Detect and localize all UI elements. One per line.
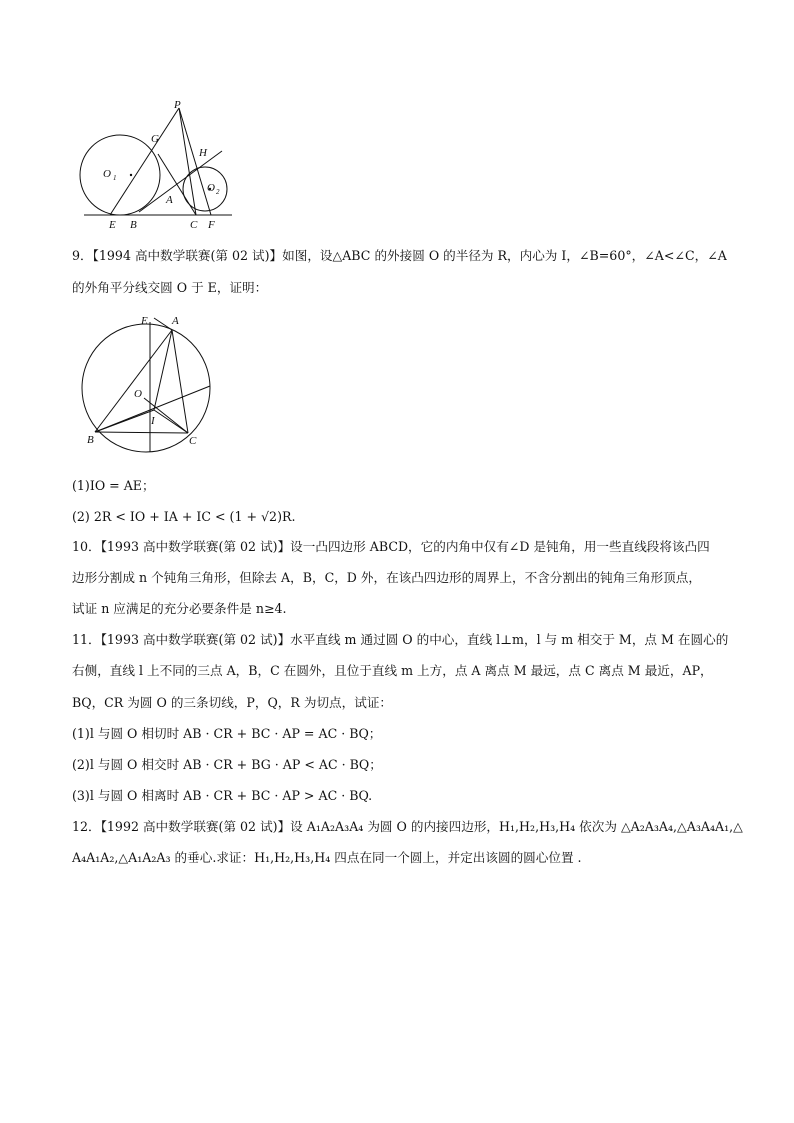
figure-circumcircle-svg xyxy=(76,306,216,456)
problem-9-line-1: 9．【1994 高中数学联赛(第 02 试)】如图，设△ABC 的外接圆 O 的半径为 R，内心为 I，∠B=60°，∠A<∠C，∠A xyxy=(72,248,727,263)
label-o2-sub: 2 xyxy=(216,188,220,196)
label-o1-sub: 1 xyxy=(113,174,117,182)
problem-10-line-3: 试证 n 应满足的充分必要条件是 n≥4. xyxy=(72,601,287,616)
problem-11-line-2: 右侧，直线 l 上不同的三点 A，B，C 在圆外，且位于直线 m 上方，点 A 离点 M 最远，点 C 离点 M 最近，AP， xyxy=(72,663,713,678)
label-b: B xyxy=(87,434,94,446)
problem-12-line-1: 12．【1992 高中数学联赛(第 02 试)】设 A₁A₂A₃A₄ 为圆 O 的内接四边形，H₁,H₂,H₃,H₄ 依次为 △A₂A₃A₄,△A₃A₄A₁,△ xyxy=(72,819,743,834)
segment-pf xyxy=(179,108,211,215)
label-o: O xyxy=(134,388,142,400)
problem-11-line-1: 11．【1993 高中数学联赛(第 02 试)】水平直线 m 通过圆 O 的中心，直线 l⊥m，l 与 m 相交于 M，点 M 在圆心的 xyxy=(72,632,729,647)
label-c: C xyxy=(190,219,198,231)
figure-circumcircle xyxy=(76,306,216,456)
label-e: E xyxy=(109,219,116,231)
figure-two-circles-svg xyxy=(72,96,242,236)
label-o2: O xyxy=(207,182,215,194)
label-c: C xyxy=(189,435,197,447)
segment-pc xyxy=(179,108,196,215)
label-a: A xyxy=(166,194,173,206)
problem-9-part-2: (2) 2R < IO + IA + IC < (1 + √2)R. xyxy=(72,509,296,524)
problem-11-part-2: (2)l 与圆 O 相交时 AB · CR + BG · AP < AC · BQ； xyxy=(72,757,382,772)
label-a: A xyxy=(172,315,179,327)
problem-11-line-3: BQ，CR 为圆 O 的三条切线，P，Q，R 为切点，试证： xyxy=(72,695,393,710)
center-o1 xyxy=(130,174,132,176)
segment-ac xyxy=(172,330,188,433)
label-i: I xyxy=(151,415,155,427)
segment-gc xyxy=(158,154,196,215)
figure-two-circles xyxy=(72,96,242,236)
problem-10-line-2: 边形分割成 n 个钝角三角形，但除去 A，B，C，D 外，在该凸四边形的周界上，不含分割出的钝角三角形顶点， xyxy=(72,570,701,585)
label-p: P xyxy=(174,99,181,111)
problem-12-line-2: A₄A₁A₂,△A₁A₂A₃ 的垂心.求证：H₁,H₂,H₃,H₄ 四点在同一个圆上，并定出该圆的圆心位置 . xyxy=(72,850,582,865)
problem-10-line-1: 10．【1993 高中数学联赛(第 02 试)】设一凸四边形 ABCD，它的内角中仅有∠D 是钝角，用一些直线段将该凸四 xyxy=(72,539,710,554)
label-f: F xyxy=(208,219,215,231)
problem-11-part-1: (1)l 与圆 O 相切时 AB · CR + BC · AP = AC · BQ； xyxy=(72,726,382,741)
problem-9-line-2: 的外角平分线交圆 O 于 E，证明： xyxy=(72,280,268,295)
label-g: G xyxy=(151,133,159,145)
problem-11-part-3: (3)l 与圆 O 相离时 AB · CR + BC · AP > AC · BQ. xyxy=(72,788,373,803)
problem-9-part-1: (1)IO = AE； xyxy=(72,478,155,493)
label-o1: O xyxy=(103,168,111,180)
label-h: H xyxy=(199,147,207,159)
segment-ea xyxy=(154,318,172,330)
segment-bc xyxy=(95,432,188,433)
label-e: E xyxy=(141,315,148,327)
segment-ic xyxy=(154,410,188,433)
label-b: B xyxy=(130,219,137,231)
circle-o1 xyxy=(80,135,160,215)
